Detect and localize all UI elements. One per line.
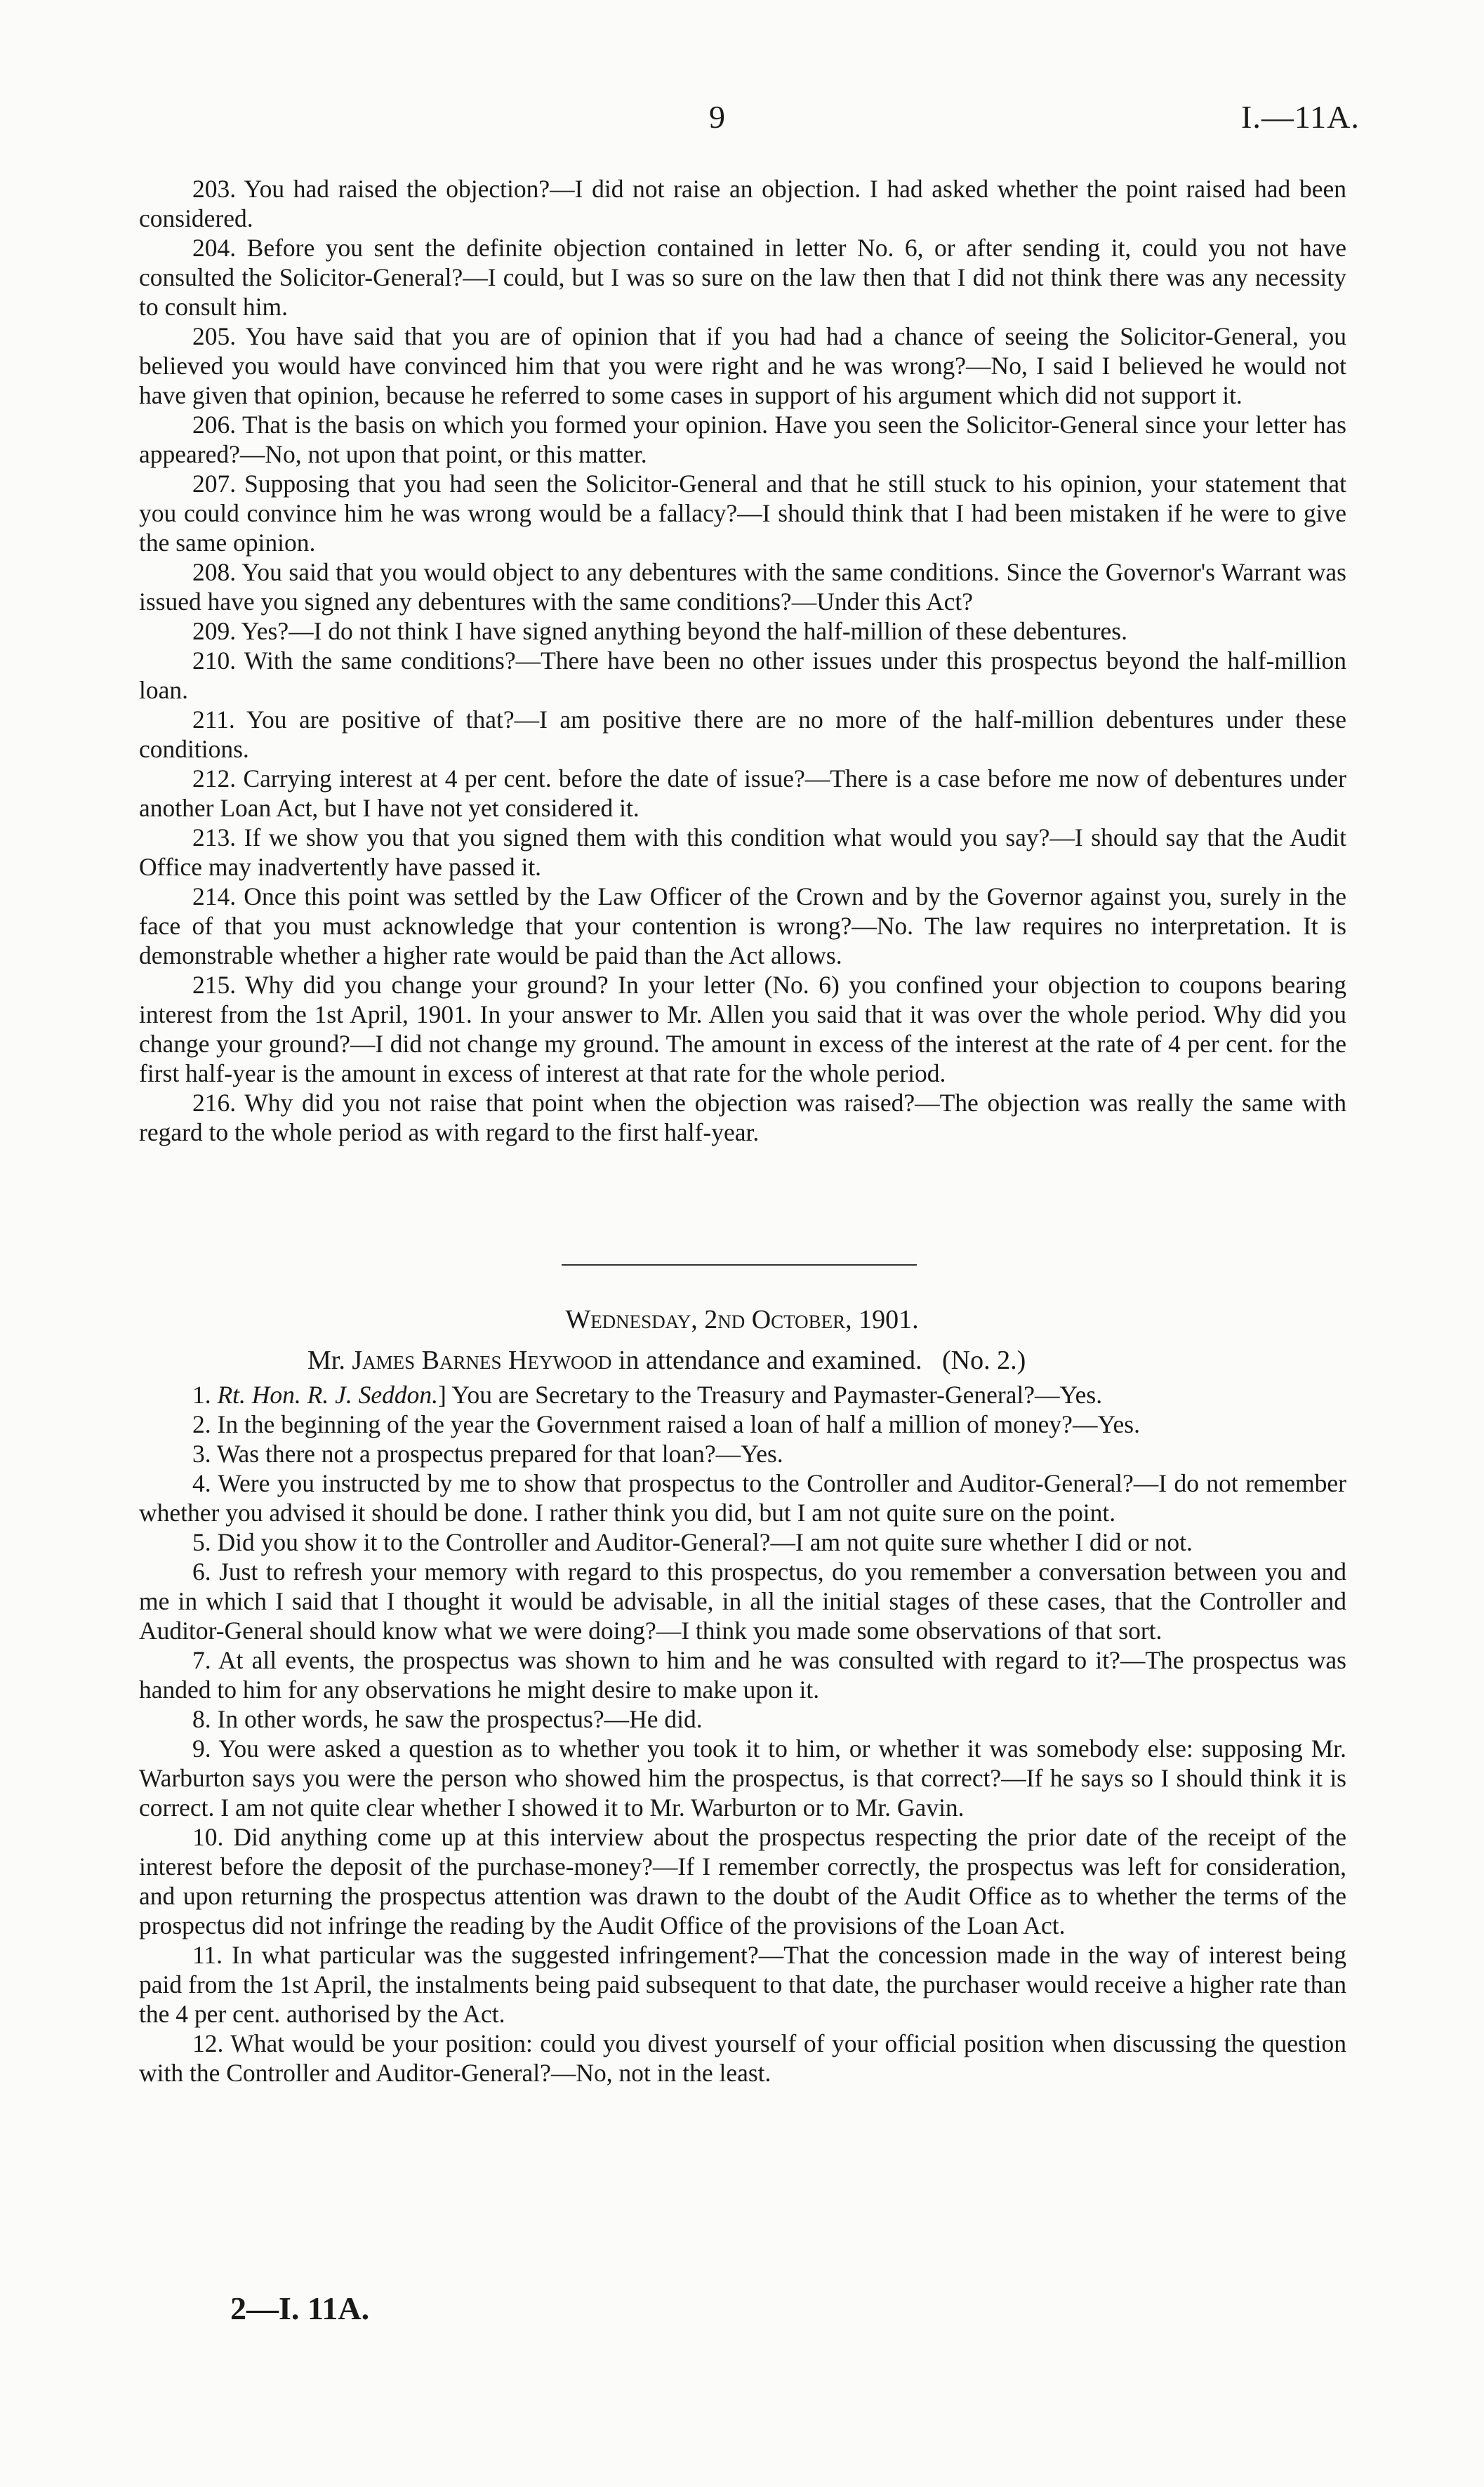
examination-number: (No. 2.) [942,1346,1026,1375]
paragraph-210: 210. With the same conditions?—There have been no other issues under this prospectus beyond the half-million loan. [139,646,1346,704]
question-12: 12. What would be your position: could you divest yourself of your official position when discussing the question with the Controller and Auditor-General?—No, not in the least. [139,2029,1346,2087]
page-number: 9 [709,99,725,135]
paragraph-207: 207. Supposing that you had seen the Solicitor-General and that he still stuck to his opinion, your statement that you could convince him he was wrong would be a fallacy?—I should think that I had been mistaken if he were to give the same opinion. [139,470,1346,557]
paragraph-205: 205. You have said that you are of opinion that if you had had a chance of seeing the Solicitor-General, you believed you would have convinced him that you were right and he was wrong?—No, I said I believed he would not have given that opinion, because he referred to some cases in support of his argument which did not support it. [139,322,1346,409]
question-1-number: 1. [192,1381,218,1409]
attendance-prefix: Mr. [307,1346,352,1375]
question-11: 11. In what particular was the suggested infringement?—That the concession made in the way of interest being paid from the 1st April, the instalments being paid subsequent to that date, the purchaser would receive a higher rate than the 4 per cent. authorised by the Act. [139,1941,1346,2028]
paragraph-214: 214. Once this point was settled by the Law Officer of the Crown and by the Governor against you, surely in the face of that you must acknowledge that your contention is wrong?—No. The law requires no interpretation. It is demonstrable whether a higher rate would be paid than the Act allows. [139,882,1346,969]
section-divider [562,1264,917,1266]
question-2: 2. In the beginning of the year the Government raised a loan of half a million of money?—Yes. [192,1410,1140,1438]
attendance-suffix: in attendance and examined. [611,1346,922,1375]
question-5: 5. Did you show it to the Controller and Auditor-General?—I am not quite sure whether I did or not. [192,1528,1193,1556]
witness-name: James Barnes Heywood [352,1346,612,1375]
attendance-line [307,1345,1026,1376]
question-1 [139,1380,1346,1410]
paragraph-216: 216. Why did you not raise that point when the objection was raised?—The objection was really the same with regard to the whole period as with regard to the first half-year. [139,1089,1346,1146]
question-3: 3. Was there not a prospectus prepared for that loan?—Yes. [192,1440,783,1468]
paragraph-215: 215. Why did you change your ground? In your letter (No. 6) you confined your objection to coupons bearing interest from the 1st April, 1901. In your answer to Mr. Allen you said that it was over the whole period. Why did you change your ground?—I did not change my ground. The amount in excess of the interest at the rate of 4 per cent. for the first half-year is the amount in excess of interest at that rate for the whole period. [139,971,1346,1087]
question-1-text: ] You are Secretary to the Treasury and Paymaster-General?—Yes. [438,1381,1103,1409]
question-9: 9. You were asked a question as to whether you took it to him, or whether it was somebody else: supposing Mr. Warburton says you were the person who showed him the prospectus, is that correct?—If he says so I should think it is correct. I am not quite clear whether I showed it to Mr. Warburton or to Mr. Gavin. [139,1735,1346,1822]
printer-signature: 2—I. 11A. [230,2290,370,2326]
question-10: 10. Did anything come up at this interview about the prospectus respecting the prior date of the receipt of the interest before the deposit of the purchase-money?—If I remember correctly, the prospectus was left for consideration, and upon returning the prospectus attention was drawn to the doubt of the Audit Office as to whether the terms of the prospectus did not infringe the reading by the Audit Office of the provisions of the Loan Act. [139,1823,1346,1939]
question-6: 6. Just to refresh your memory with regard to this prospectus, do you remember a conversation between you and me in which I said that I thought it would be advisable, in all the initial stages of these cases, that the Controller and Auditor-General should know what we were doing?—I think you made some observations of that sort. [139,1558,1346,1645]
paragraph-203: 203. You had raised the objection?—I did not raise an objection. I had asked whether the point raised had been considered. [139,175,1346,232]
paragraph-206: 206. That is the basis on which you formed your opinion. Have you seen the Solicitor-General since your letter has appeared?—No, not upon that point, or this matter. [139,411,1346,468]
section-1-body [139,174,1346,1147]
paragraph-213: 213. If we show you that you signed them with this condition what would you say?—I should say that the Audit Office may inadvertently have passed it. [139,823,1346,881]
question-8: 8. In other words, he saw the prospectus?—He did. [192,1705,703,1733]
questioner-name: Rt. Hon. R. J. Seddon. [217,1381,439,1409]
paragraph-212: 212. Carrying interest at 4 per cent. before the date of issue?—There is a case before me now of debentures under another Loan Act, but I have not yet considered it. [139,764,1346,822]
paper-reference: I.—11A. [1241,99,1360,135]
paragraph-211: 211. You are positive of that?—I am positive there are no more of the half-million debentures under these conditions. [139,705,1346,763]
question-7: 7. At all events, the prospectus was shown to him and he was consulted with regard to it?—The prospectus was handed to him for any observations he might desire to make upon it. [139,1646,1346,1704]
paragraph-209: 209. Yes?—I do not think I have signed anything beyond the half-million of these debentures. [192,617,1127,645]
paragraph-204: 204. Before you sent the definite objection contained in letter No. 6, or after sending it, could you not have consulted the Solicitor-General?—I could, but I was so sure on the law then that I did not think there was any necessity to consult him. [139,234,1346,321]
paragraph-208: 208. You said that you would object to any debentures with the same conditions. Since the Governor's Warrant was issued have you signed any debentures with the same conditions?—Under this Act? [139,558,1346,616]
session-date: Wednesday, 2nd October, 1901. [565,1305,919,1334]
question-4: 4. Were you instructed by me to show that prospectus to the Controller and Auditor-General?—I do not remember whether you advised it should be done. I rather think you did, but I am not quite sure on the point. [139,1469,1346,1527]
section-2-body [139,1380,1346,2088]
